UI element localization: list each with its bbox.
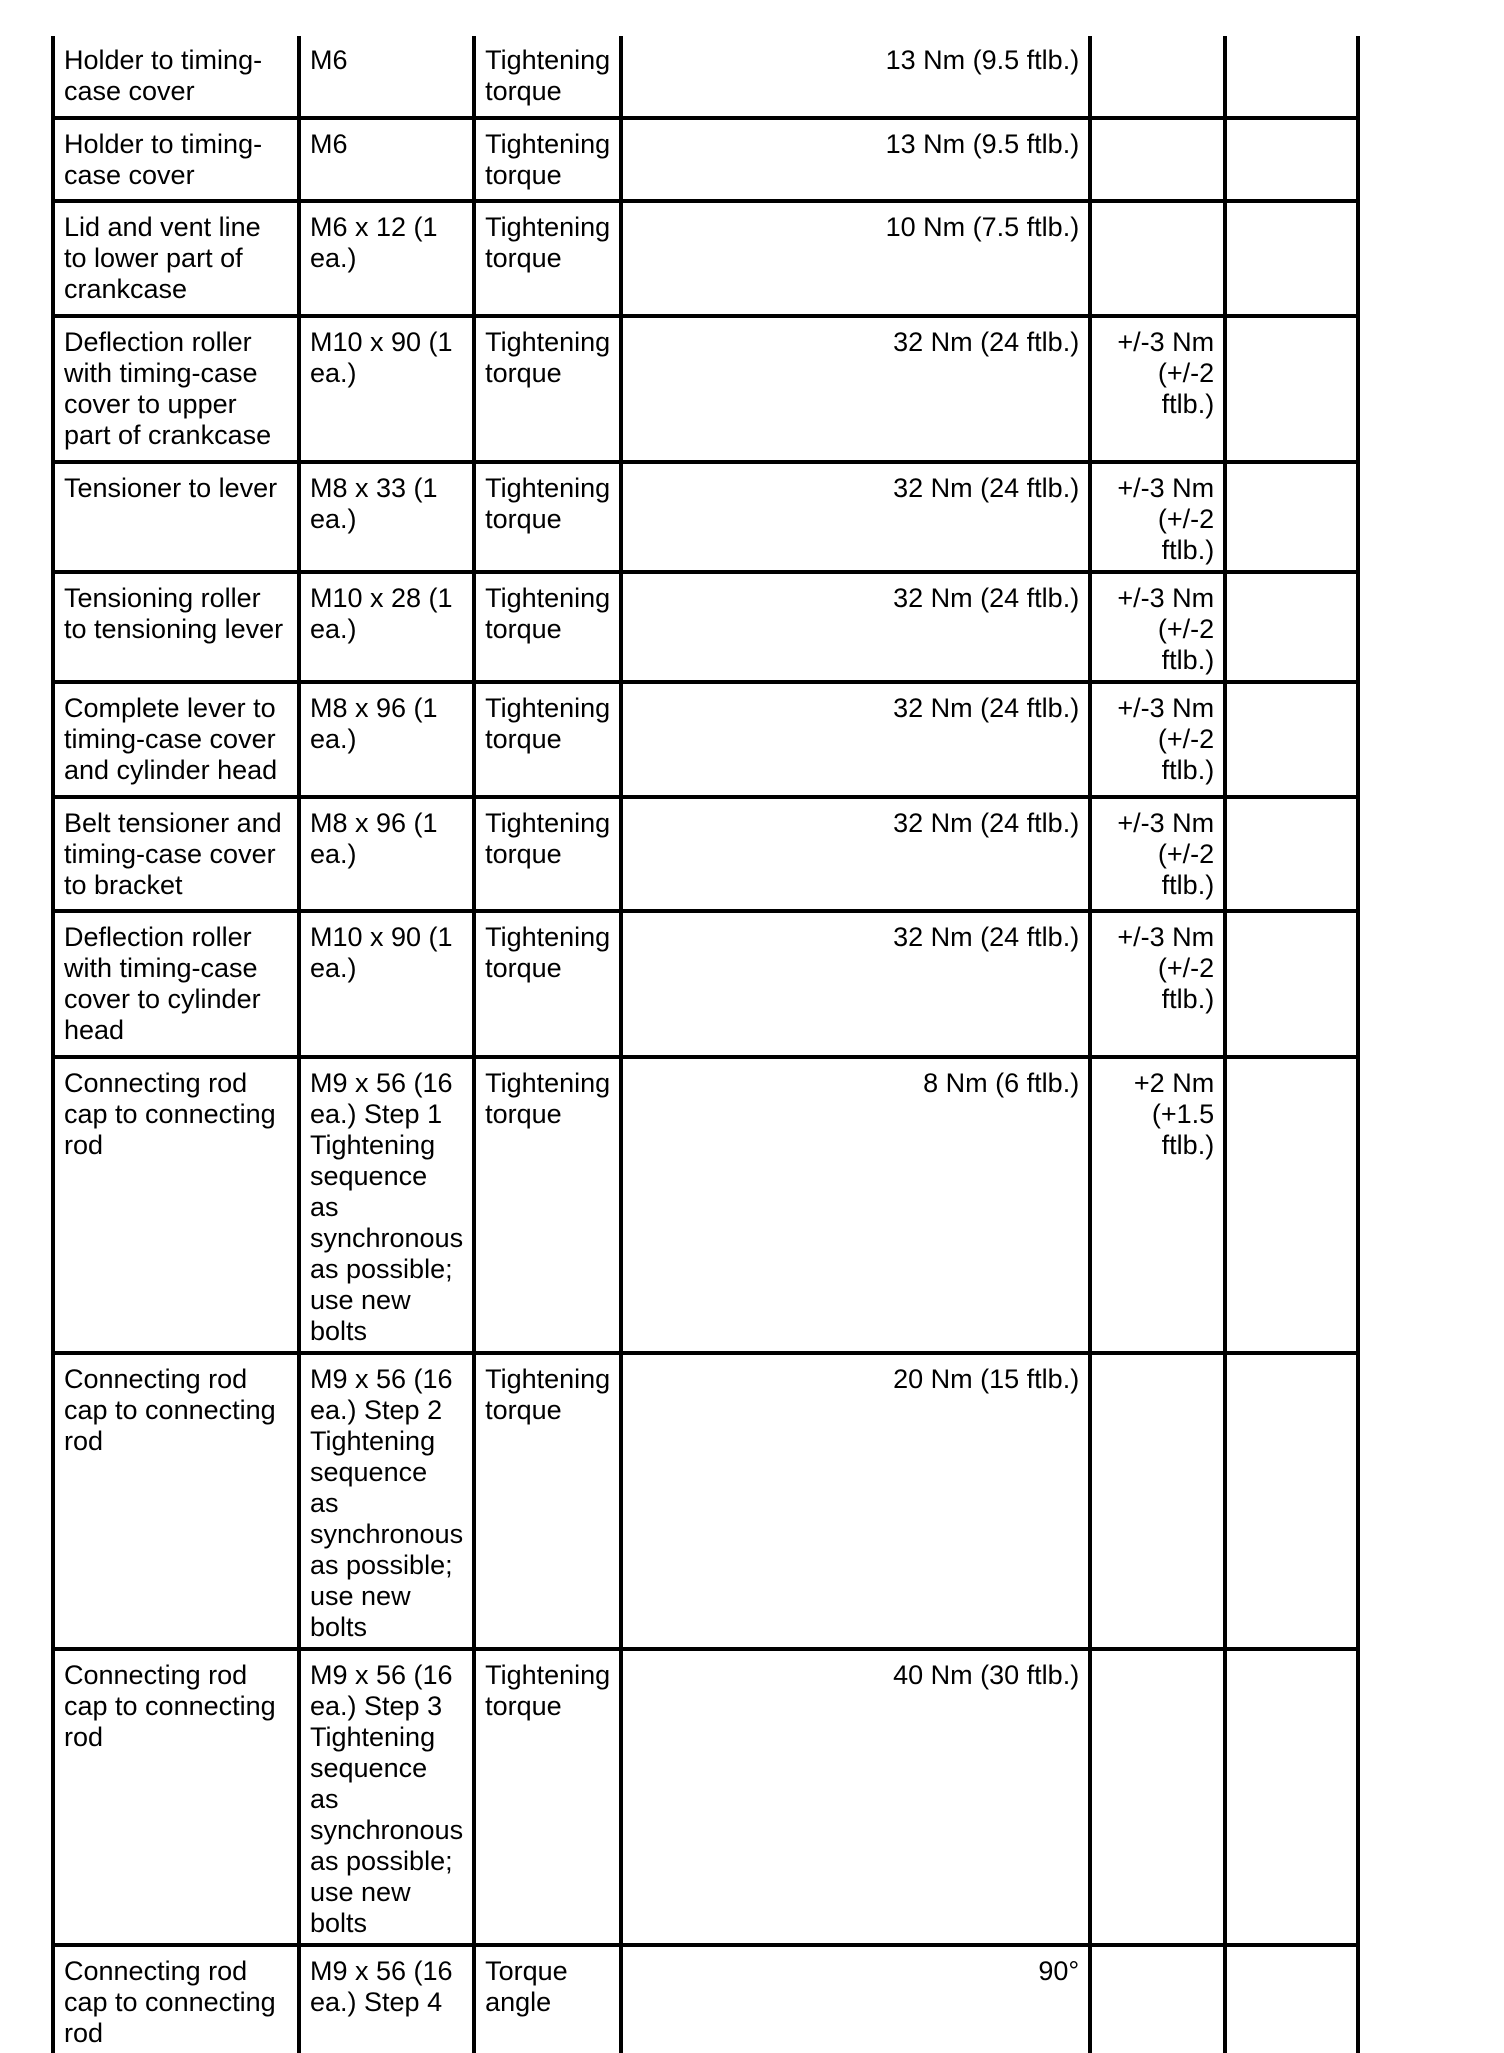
spec-type-cell: Torque angle (474, 1945, 621, 2053)
table-row (53, 911, 1358, 1057)
spec-type-cell: Tightening torque (474, 1353, 621, 1649)
spec-type-cell: Tightening torque (474, 36, 621, 118)
spec-type-cell: Tightening torque (474, 572, 621, 682)
table-row (53, 797, 1358, 911)
spec-value-cell: 20 Nm (15 ftlb.) (621, 1353, 1090, 1649)
component-cell: Connecting rod cap to connecting rod (53, 1057, 299, 1353)
note-cell (1225, 797, 1358, 911)
tolerance-cell (1090, 118, 1225, 201)
spec-value-cell: 32 Nm (24 ftlb.) (621, 797, 1090, 911)
spec-value-cell: 32 Nm (24 ftlb.) (621, 911, 1090, 1057)
note-cell (1225, 36, 1358, 118)
fastener-cell: M8 x 96 (1 ea.) (299, 797, 474, 911)
spec-type-cell: Tightening torque (474, 797, 621, 911)
spec-type-cell: Tightening torque (474, 462, 621, 572)
tolerance-cell: +2 Nm (+1.5 ftlb.) (1090, 1057, 1225, 1353)
table-row (53, 1057, 1358, 1353)
fastener-cell: M10 x 28 (1 ea.) (299, 572, 474, 682)
spec-type-cell: Tightening torque (474, 1649, 621, 1945)
spec-type-cell: Tightening torque (474, 911, 621, 1057)
tolerance-cell: +/-3 Nm (+/-2 ftlb.) (1090, 911, 1225, 1057)
table-row (53, 316, 1358, 462)
torque-spec-table (51, 36, 1360, 2053)
component-cell: Connecting rod cap to connecting rod (53, 1353, 299, 1649)
note-cell (1225, 1945, 1358, 2053)
spec-value-cell: 8 Nm (6 ftlb.) (621, 1057, 1090, 1353)
tolerance-cell: +/-3 Nm (+/-2 ftlb.) (1090, 572, 1225, 682)
note-cell (1225, 1353, 1358, 1649)
component-cell: Complete lever to timing-case cover and cylinder head (53, 682, 299, 797)
note-cell (1225, 682, 1358, 797)
component-cell: Belt tensioner and timing-case cover to bracket (53, 797, 299, 911)
note-cell (1225, 118, 1358, 201)
table-row (53, 1649, 1358, 1945)
fastener-cell: M9 x 56 (16 ea.) Step 3 Tightening sequence as synchronous as possible; use new bolts (299, 1649, 474, 1945)
component-cell: Holder to timing-case cover (53, 118, 299, 201)
note-cell (1225, 1649, 1358, 1945)
tolerance-cell (1090, 1353, 1225, 1649)
spec-type-cell: Tightening torque (474, 316, 621, 462)
tolerance-cell (1090, 201, 1225, 316)
note-cell (1225, 1057, 1358, 1353)
note-cell (1225, 911, 1358, 1057)
tolerance-cell: +/-3 Nm (+/-2 ftlb.) (1090, 462, 1225, 572)
component-cell: Tensioning roller to tensioning lever (53, 572, 299, 682)
spec-value-cell: 13 Nm (9.5 ftlb.) (621, 118, 1090, 201)
component-cell: Lid and vent line to lower part of crankcase (53, 201, 299, 316)
component-cell: Deflection roller with timing-case cover to upper part of crankcase (53, 316, 299, 462)
tolerance-cell (1090, 1649, 1225, 1945)
fastener-cell: M6 x 12 (1 ea.) (299, 201, 474, 316)
note-cell (1225, 201, 1358, 316)
spec-value-cell: 13 Nm (9.5 ftlb.) (621, 36, 1090, 118)
tolerance-cell: +/-3 Nm (+/-2 ftlb.) (1090, 682, 1225, 797)
spec-value-cell: 32 Nm (24 ftlb.) (621, 316, 1090, 462)
component-cell: Holder to timing-case cover (53, 36, 299, 118)
table-row (53, 682, 1358, 797)
fastener-cell: M10 x 90 (1 ea.) (299, 911, 474, 1057)
fastener-cell: M9 x 56 (16 ea.) Step 4 (299, 1945, 474, 2053)
component-cell: Connecting rod cap to connecting rod (53, 1945, 299, 2053)
fastener-cell: M8 x 33 (1 ea.) (299, 462, 474, 572)
note-cell (1225, 572, 1358, 682)
fastener-cell: M9 x 56 (16 ea.) Step 1 Tightening sequence as synchronous as possible; use new bolts (299, 1057, 474, 1353)
spec-type-cell: Tightening torque (474, 201, 621, 316)
tolerance-cell (1090, 1945, 1225, 2053)
tolerance-cell (1090, 36, 1225, 118)
component-cell: Deflection roller with timing-case cover to cylinder head (53, 911, 299, 1057)
fastener-cell: M8 x 96 (1 ea.) (299, 682, 474, 797)
component-cell: Tensioner to lever (53, 462, 299, 572)
spec-value-cell: 32 Nm (24 ftlb.) (621, 572, 1090, 682)
spec-type-cell: Tightening torque (474, 118, 621, 201)
fastener-cell: M6 (299, 36, 474, 118)
table-row (53, 462, 1358, 572)
table-row (53, 1353, 1358, 1649)
spec-type-cell: Tightening torque (474, 1057, 621, 1353)
note-cell (1225, 316, 1358, 462)
spec-value-cell: 40 Nm (30 ftlb.) (621, 1649, 1090, 1945)
note-cell (1225, 462, 1358, 572)
spec-type-cell: Tightening torque (474, 682, 621, 797)
tolerance-cell: +/-3 Nm (+/-2 ftlb.) (1090, 316, 1225, 462)
table-row (53, 1945, 1358, 2053)
spec-value-cell: 32 Nm (24 ftlb.) (621, 462, 1090, 572)
fastener-cell: M10 x 90 (1 ea.) (299, 316, 474, 462)
component-cell: Connecting rod cap to connecting rod (53, 1649, 299, 1945)
table-row (53, 118, 1358, 201)
table-row (53, 201, 1358, 316)
table-row (53, 572, 1358, 682)
fastener-cell: M9 x 56 (16 ea.) Step 2 Tightening sequence as synchronous as possible; use new bolts (299, 1353, 474, 1649)
table-row (53, 36, 1358, 118)
spec-value-cell: 32 Nm (24 ftlb.) (621, 682, 1090, 797)
fastener-cell: M6 (299, 118, 474, 201)
tolerance-cell: +/-3 Nm (+/-2 ftlb.) (1090, 797, 1225, 911)
spec-value-cell: 90° (621, 1945, 1090, 2053)
spec-value-cell: 10 Nm (7.5 ftlb.) (621, 201, 1090, 316)
